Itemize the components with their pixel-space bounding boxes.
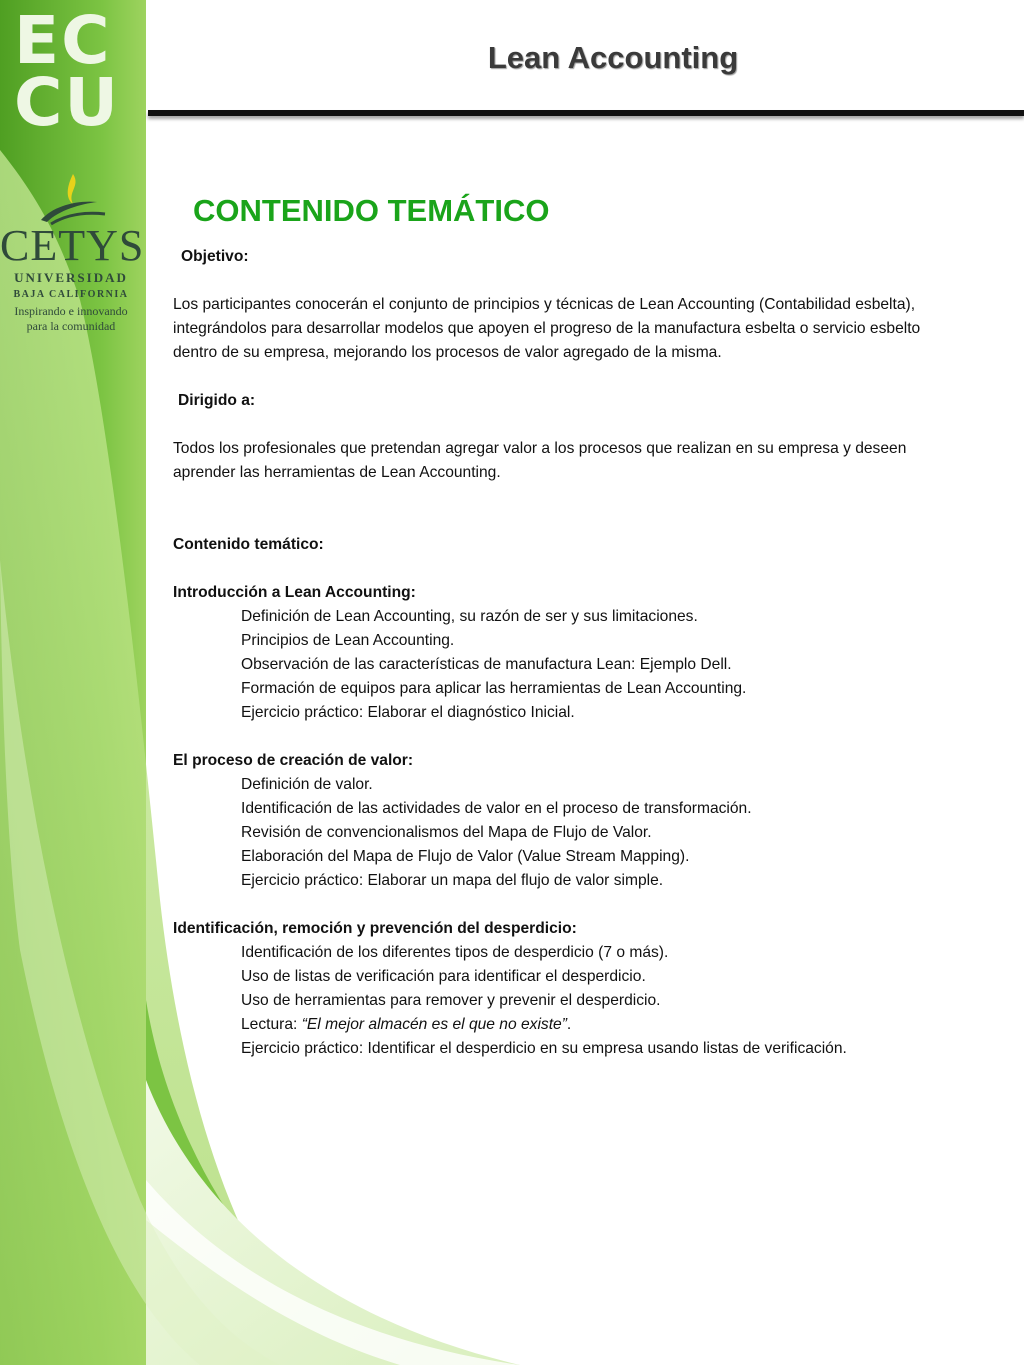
module-item-reading bbox=[173, 1013, 1024, 1037]
module-item: Observación de las características de manufactura Lean: Ejemplo Dell. bbox=[241, 656, 732, 673]
section-title: CONTENIDO TEMÁTICO bbox=[193, 193, 550, 228]
module-item: Ejercicio práctico: Elaborar el diagnóstico Inicial. bbox=[241, 704, 575, 721]
eccu-logo bbox=[14, 2, 134, 141]
objective-line: Los participantes conocerán el conjunto de principios y técnicas de Lean Accounting (Contabilidad esbelta), bbox=[173, 296, 916, 313]
cetys-university: UNIVERSIDAD bbox=[14, 270, 128, 285]
audience-line: aprender las herramientas de Lean Accounting. bbox=[173, 464, 501, 481]
content-heading: Contenido temático: bbox=[173, 536, 324, 553]
reading-title: “El mejor almacén es el que no existe” bbox=[301, 1016, 567, 1033]
module-title: Identificación, remoción y prevención del desperdicio: bbox=[173, 920, 577, 937]
module-item: Revisión de convencionalismos del Mapa de Flujo de Valor. bbox=[241, 824, 652, 841]
module-item: Ejercicio práctico: Identificar el desperdicio en su empresa usando listas de verificación. bbox=[241, 1040, 847, 1057]
eccu-logo-line2: CU bbox=[14, 64, 121, 141]
header-divider bbox=[148, 110, 1024, 116]
module-item: Uso de listas de verificación para identificar el desperdicio. bbox=[241, 968, 646, 985]
module-item: Definición de valor. bbox=[241, 776, 373, 793]
audience-heading: Dirigido a: bbox=[178, 392, 256, 409]
cetys-logo bbox=[0, 172, 145, 334]
objective-line: dentro de su empresa, mejorando los procesos de valor agregado de la misma. bbox=[173, 344, 722, 361]
module-item: Principios de Lean Accounting. bbox=[241, 632, 455, 649]
cetys-tagline-line2: para la comunidad bbox=[26, 319, 116, 333]
module-item: Uso de herramientas para remover y prevenir el desperdicio. bbox=[241, 992, 661, 1009]
module-item: Ejercicio práctico: Elaborar un mapa del flujo de valor simple. bbox=[241, 872, 664, 889]
module-item: Definición de Lean Accounting, su razón de ser y sus limitaciones. bbox=[241, 608, 698, 625]
cetys-tagline-line1: Inspirando e innovando bbox=[14, 304, 128, 318]
reading-label: Lectura: bbox=[241, 1016, 302, 1033]
cetys-name: CETYS bbox=[0, 221, 145, 270]
cetys-region: BAJA CALIFORNIA bbox=[13, 289, 129, 300]
objective-line: integrándolos para desarrollar modelos que apoyen el progreso de la manufactura esbelta o servicio esbelto bbox=[173, 320, 921, 337]
module-item: Formación de equipos para aplicar las herramientas de Lean Accounting. bbox=[241, 680, 747, 697]
audience-line: Todos los profesionales que pretendan agregar valor a los procesos que realizan en su empresa y deseen bbox=[173, 440, 907, 457]
objective-heading: Objetivo: bbox=[181, 248, 249, 265]
cetys-tagline bbox=[0, 304, 142, 334]
module-item: Identificación de los diferentes tipos de desperdicio (7 o más). bbox=[241, 944, 669, 961]
module-item: Identificación de las actividades de valor en el proceso de transformación. bbox=[241, 800, 752, 817]
eccu-logo-line1: EC bbox=[14, 2, 112, 79]
page-header-title: Lean Accounting bbox=[487, 40, 739, 75]
module-title: Introducción a Lean Accounting: bbox=[173, 584, 416, 601]
module-item: Elaboración del Mapa de Flujo de Valor (Value Stream Mapping). bbox=[241, 848, 690, 865]
module-title: El proceso de creación de valor: bbox=[173, 752, 414, 769]
document-body bbox=[173, 245, 1024, 1061]
reading-end: . bbox=[566, 1016, 572, 1033]
